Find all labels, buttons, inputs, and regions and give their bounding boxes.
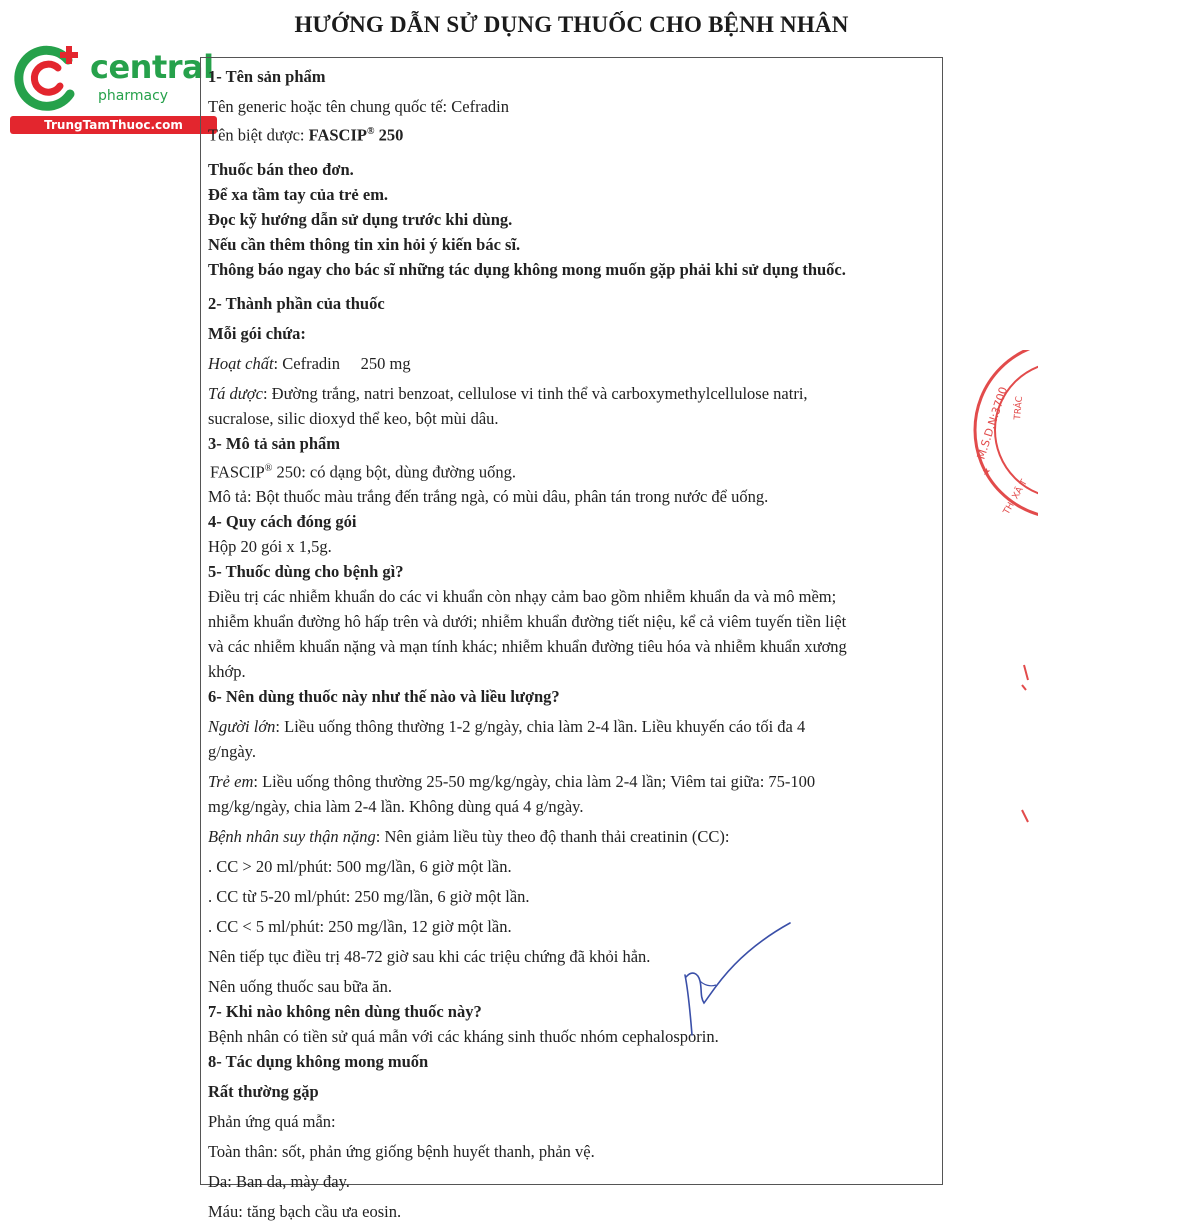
excipient-label: Tá dược	[208, 383, 263, 403]
signature-icon	[680, 915, 800, 1040]
section-3-heading: 3- Mô tả sản phẩm	[208, 433, 341, 453]
logo-site-url: TrungTamThuoc.com	[10, 116, 217, 134]
each-sachet-heading: Mỗi gói chứa:	[208, 323, 306, 343]
indication-line: Điều trị các nhiễm khuẩn do các vi khuẩn còn nhạy cảm bao gồm nhiễm khuẩn da và mô mềm;	[208, 587, 837, 606]
side-effect-line: Máu: tăng bạch cầu ưa eosin.	[208, 1202, 402, 1221]
indication-line: nhiễm khuẩn đường hô hấp trên và dưới; nhiễm khuẩn đường tiết niệu, kể cả viêm tuyến tiền liệt	[208, 612, 847, 631]
after-meal-line: Nên uống thuốc sau bữa ăn.	[208, 977, 392, 996]
cc-item: . CC < 5 ml/phút: 250 mg/lần, 12 giờ một lần.	[208, 917, 512, 936]
indication-line: và các nhiễm khuẩn nặng và mạn tính khác; nhiễm khuẩn đường tiêu hóa và nhiễm khuẩn xương	[208, 637, 847, 656]
child-dose-line	[208, 769, 938, 794]
desc-brand: FASCIP	[210, 462, 265, 481]
adult-label: Người lớn	[208, 717, 276, 736]
side-effect-line: Toàn thân: sốt, phản ứng giống bệnh huyết thanh, phản vệ.	[208, 1142, 595, 1161]
description-line-2: Mô tả: Bột thuốc màu trắng đến trắng ngà, có mùi dâu, phân tán trong nước để uống.	[208, 487, 769, 506]
section-2-heading: 2- Thành phần của thuốc	[208, 293, 385, 313]
active-ingredient-line	[208, 351, 938, 376]
svg-text:★: ★	[982, 467, 991, 478]
renal-label: Bệnh nhân suy thận nặng	[208, 827, 376, 846]
logo-brand-text: central	[90, 48, 214, 86]
document-title: HƯỚNG DẪN SỬ DỤNG THUỐC CHO BỆNH NHÂN	[294, 12, 849, 37]
generic-name-line	[208, 94, 938, 119]
brand-strength: 250	[378, 125, 404, 145]
brand-name-line	[208, 119, 938, 148]
description-line-1	[208, 456, 938, 485]
indication-line: khớp.	[208, 662, 246, 681]
section-6-heading: 6- Nên dùng thuốc này như thế nào và liều lượng?	[208, 687, 560, 706]
cc-item: . CC từ 5-20 ml/phút: 250 mg/lần, 6 giờ một lần.	[208, 887, 530, 906]
desc-registered-mark: ®	[264, 462, 273, 474]
renal-dose-text: : Nên giảm liều tùy theo độ thanh thải creatinin (CC):	[375, 827, 730, 846]
section-7-heading: 7- Khi nào không nên dùng thuốc này?	[208, 1002, 482, 1021]
active-value: : Cefradin 250 mg	[273, 353, 411, 373]
side-effect-line: Da: Ban da, mày đay.	[208, 1172, 350, 1191]
brand-name-label: Tên biệt dược:	[208, 125, 305, 145]
central-pharmacy-logo[interactable]	[10, 38, 215, 138]
child-dose-line-2: mg/kg/ngày, chia làm 2-4 lần. Không dùng quá 4 g/ngày.	[208, 797, 584, 816]
warning-line: Nếu cần thêm thông tin xin hỏi ý kiến bác sĩ.	[208, 234, 521, 254]
adult-dose-text: : Liều uống thông thường 1-2 g/ngày, chia làm 2-4 lần. Liều khuyến cáo tối đa 4	[275, 717, 806, 736]
renal-dose-line	[208, 824, 938, 849]
packaging-line: Hộp 20 gói x 1,5g.	[208, 537, 332, 556]
section-8-heading: 8- Tác dụng không mong muốn	[208, 1052, 429, 1071]
section-1-heading: 1- Tên sản phẩm	[208, 67, 326, 86]
generic-name-value: Cefradin	[451, 97, 510, 116]
excipient-line	[208, 381, 938, 406]
excipient-value: : Đường trắng, natri benzoat, cellulose vi tinh thể và carboxymethylcellulose natri,	[262, 383, 808, 403]
logo-mark-icon	[10, 38, 88, 116]
company-stamp-icon	[968, 350, 1038, 530]
section-4-heading: 4- Quy cách đóng gói	[208, 512, 357, 531]
child-dose-text: : Liều uống thông thường 25-50 mg/kg/ngày, chia làm 2-4 lần; Viêm tai giữa: 75-100	[253, 772, 816, 791]
side-effect-line: Phản ứng quá mẫn:	[208, 1112, 336, 1131]
svg-text:TRÁC: TRÁC	[1013, 395, 1026, 421]
desc-rest: 250: có dạng bột, dùng đường uống.	[272, 462, 516, 481]
section-5-heading: 5- Thuốc dùng cho bệnh gì?	[208, 562, 404, 581]
cc-item: . CC > 20 ml/phút: 500 mg/lần, 6 giờ một lần.	[208, 857, 512, 876]
contraindication-line: Bệnh nhân có tiền sử quá mẫn với các kháng sinh thuốc nhóm cephalosporin.	[208, 1027, 719, 1046]
svg-text:THỊ XÃ T: THỊ XÃ T	[1001, 478, 1030, 517]
logo-sub-text: pharmacy	[98, 88, 169, 104]
active-label: Hoạt chất	[208, 353, 274, 373]
brand-name-value: FASCIP	[308, 125, 367, 145]
excipient-line-2: sucralose, silic dioxyd thể keo, bột mùi dâu.	[208, 408, 499, 428]
registered-mark: ®	[366, 126, 375, 137]
stamp-fragment-icon	[1014, 660, 1034, 830]
child-label: Trẻ em	[208, 772, 254, 791]
warning-line: Thuốc bán theo đơn.	[208, 159, 354, 179]
adult-dose-line-2: g/ngày.	[208, 742, 256, 761]
warning-line: Thông báo ngay cho bác sĩ những tác dụng không mong muốn gặp phải khi sử dụng thuốc.	[208, 259, 846, 279]
svg-text:M.S.D.N:3700: M.S.D.N:3700	[974, 385, 1011, 461]
generic-name-label: Tên generic hoặc tên chung quốc tế:	[208, 97, 448, 116]
continue-treatment-line: Nên tiếp tục điều trị 48-72 giờ sau khi các triệu chứng đã khỏi hẳn.	[208, 947, 651, 966]
adult-dose-line	[208, 714, 938, 739]
document-body	[208, 64, 938, 1224]
warning-line: Đọc kỹ hướng dẫn sử dụng trước khi dùng.	[208, 209, 513, 229]
warning-line: Để xa tầm tay của trẻ em.	[208, 184, 389, 204]
very-common-heading: Rất thường gặp	[208, 1082, 319, 1101]
